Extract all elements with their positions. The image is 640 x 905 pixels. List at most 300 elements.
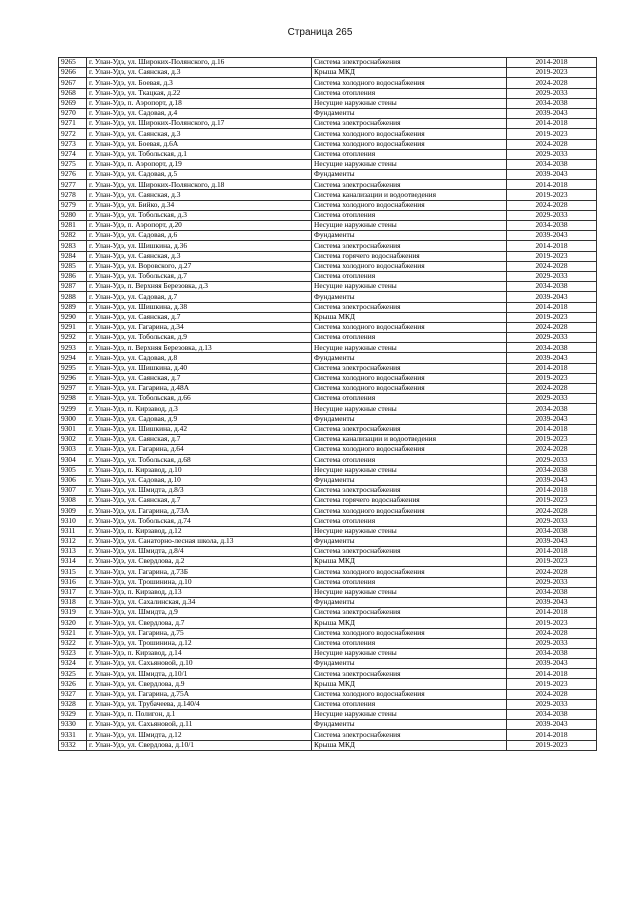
table-row <box>59 333 597 343</box>
address-cell: г. Улан-Удэ, ул. Шмидта, д.8/4 <box>87 547 312 557</box>
address-cell: г. Улан-Удэ, ул. Саянская, д.7 <box>87 496 312 506</box>
work-type-cell: Система электроснабжения <box>312 730 507 740</box>
table-row <box>59 638 597 648</box>
period-cell: 2029-2033 <box>507 210 597 220</box>
work-type-cell: Система холодного водоснабжения <box>312 129 507 139</box>
table-row <box>59 445 597 455</box>
row-number-cell: 9276 <box>59 170 87 180</box>
address-cell: г. Улан-Удэ, п. Кирзавод, д.10 <box>87 465 312 475</box>
period-cell: 2034-2038 <box>507 648 597 658</box>
period-cell: 2024-2028 <box>507 78 597 88</box>
work-type-cell: Система холодного водоснабжения <box>312 373 507 383</box>
address-cell: г. Улан-Удэ, ул. Тобольская, д.3 <box>87 210 312 220</box>
table-row <box>59 496 597 506</box>
table-row <box>59 180 597 190</box>
table-row <box>59 689 597 699</box>
address-cell: г. Улан-Удэ, ул. Саянская, д.3 <box>87 190 312 200</box>
row-number-cell: 9289 <box>59 302 87 312</box>
table-row <box>59 699 597 709</box>
table-row <box>59 261 597 271</box>
address-cell: г. Улан-Удэ, п. Кирзавод, д.14 <box>87 648 312 658</box>
address-cell: г. Улан-Удэ, ул. Шмидта, д.8/3 <box>87 485 312 495</box>
work-type-cell: Несущие наружные стены <box>312 648 507 658</box>
row-number-cell: 9306 <box>59 475 87 485</box>
row-number-cell: 9292 <box>59 333 87 343</box>
row-number-cell: 9305 <box>59 465 87 475</box>
row-number-cell: 9313 <box>59 547 87 557</box>
table-row <box>59 720 597 730</box>
work-type-cell: Система электроснабжения <box>312 547 507 557</box>
address-cell: г. Улан-Удэ, п. Аэропорт, д.20 <box>87 221 312 231</box>
row-number-cell: 9314 <box>59 557 87 567</box>
address-cell: г. Улан-Удэ, ул. Гагарина, д.75 <box>87 628 312 638</box>
address-cell: г. Улан-Удэ, ул. Тобольская, д.68 <box>87 455 312 465</box>
address-cell: г. Улан-Удэ, ул. Воровского, д.27 <box>87 261 312 271</box>
address-cell: г. Улан-Удэ, п. Аэропорт, д.18 <box>87 98 312 108</box>
work-type-cell: Система электроснабжения <box>312 180 507 190</box>
table-row <box>59 384 597 394</box>
table-row <box>59 516 597 526</box>
work-type-cell: Система канализации и водоотведения <box>312 434 507 444</box>
row-number-cell: 9309 <box>59 506 87 516</box>
address-cell: г. Улан-Удэ, ул. Трошинина, д.12 <box>87 638 312 648</box>
table-row <box>59 434 597 444</box>
period-cell: 2034-2038 <box>507 98 597 108</box>
table-row <box>59 628 597 638</box>
period-cell: 2014-2018 <box>507 180 597 190</box>
table-row <box>59 221 597 231</box>
address-cell: г. Улан-Удэ, ул. Широких-Полянского, д.18 <box>87 180 312 190</box>
address-cell: г. Улан-Удэ, ул. Тобольская, д.74 <box>87 516 312 526</box>
address-cell: г. Улан-Удэ, ул. Гагарина, д.34 <box>87 322 312 332</box>
row-number-cell: 9296 <box>59 373 87 383</box>
row-number-cell: 9265 <box>59 58 87 68</box>
work-type-cell: Фундаменты <box>312 659 507 669</box>
period-cell: 2019-2023 <box>507 618 597 628</box>
work-type-cell: Система горячего водоснабжения <box>312 496 507 506</box>
period-cell: 2029-2033 <box>507 88 597 98</box>
address-cell: г. Улан-Удэ, ул. Садовая, д.6 <box>87 231 312 241</box>
work-type-cell: Несущие наружные стены <box>312 98 507 108</box>
row-number-cell: 9320 <box>59 618 87 628</box>
work-type-cell: Система холодного водоснабжения <box>312 200 507 210</box>
period-cell: 2034-2038 <box>507 282 597 292</box>
work-type-cell: Система холодного водоснабжения <box>312 567 507 577</box>
table-row <box>59 353 597 363</box>
address-cell: г. Улан-Удэ, ул. Шишкина, д.42 <box>87 424 312 434</box>
row-number-cell: 9319 <box>59 608 87 618</box>
period-cell: 2019-2023 <box>507 190 597 200</box>
work-type-cell: Система отопления <box>312 577 507 587</box>
row-number-cell: 9302 <box>59 434 87 444</box>
period-cell: 2029-2033 <box>507 699 597 709</box>
period-cell: 2034-2038 <box>507 404 597 414</box>
work-type-cell: Система отопления <box>312 699 507 709</box>
address-cell: г. Улан-Удэ, ул. Шишкина, д.36 <box>87 241 312 251</box>
period-cell: 2019-2023 <box>507 312 597 322</box>
address-cell: г. Улан-Удэ, ул. Свердлова, д.10/1 <box>87 740 312 750</box>
period-cell: 2039-2043 <box>507 170 597 180</box>
row-number-cell: 9315 <box>59 567 87 577</box>
table-row <box>59 536 597 546</box>
table-row <box>59 68 597 78</box>
work-type-cell: Система отопления <box>312 516 507 526</box>
row-number-cell: 9287 <box>59 282 87 292</box>
row-number-cell: 9269 <box>59 98 87 108</box>
period-cell: 2034-2038 <box>507 710 597 720</box>
work-type-cell: Фундаменты <box>312 353 507 363</box>
table-row <box>59 302 597 312</box>
period-cell: 2024-2028 <box>507 322 597 332</box>
period-cell: 2014-2018 <box>507 730 597 740</box>
period-cell: 2029-2033 <box>507 577 597 587</box>
row-number-cell: 9273 <box>59 139 87 149</box>
work-type-cell: Система отопления <box>312 333 507 343</box>
work-type-cell: Система холодного водоснабжения <box>312 78 507 88</box>
work-type-cell: Система холодного водоснабжения <box>312 628 507 638</box>
work-type-cell: Система канализации и водоотведения <box>312 190 507 200</box>
work-type-cell: Несущие наружные стены <box>312 710 507 720</box>
work-type-cell: Система отопления <box>312 394 507 404</box>
period-cell: 2039-2043 <box>507 414 597 424</box>
period-cell: 2024-2028 <box>507 567 597 577</box>
row-number-cell: 9304 <box>59 455 87 465</box>
address-cell: г. Улан-Удэ, ул. Свердлова, д.7 <box>87 618 312 628</box>
work-type-cell: Система отопления <box>312 88 507 98</box>
address-cell: г. Улан-Удэ, ул. Широких-Полянского, д.16 <box>87 58 312 68</box>
registry-table <box>58 57 597 751</box>
row-number-cell: 9327 <box>59 689 87 699</box>
period-cell: 2014-2018 <box>507 302 597 312</box>
work-type-cell: Несущие наружные стены <box>312 221 507 231</box>
row-number-cell: 9298 <box>59 394 87 404</box>
table-row <box>59 455 597 465</box>
table-row <box>59 139 597 149</box>
period-cell: 2024-2028 <box>507 200 597 210</box>
address-cell: г. Улан-Удэ, ул. Саянская, д.3 <box>87 68 312 78</box>
period-cell: 2014-2018 <box>507 669 597 679</box>
table-row <box>59 679 597 689</box>
address-cell: г. Улан-Удэ, ул. Ткацкая, д.22 <box>87 88 312 98</box>
work-type-cell: Система холодного водоснабжения <box>312 445 507 455</box>
work-type-cell: Фундаменты <box>312 292 507 302</box>
row-number-cell: 9285 <box>59 261 87 271</box>
row-number-cell: 9316 <box>59 577 87 587</box>
page-title: Страница 265 <box>287 27 353 38</box>
address-cell: г. Улан-Удэ, ул. Саянская, д.7 <box>87 434 312 444</box>
work-type-cell: Система отопления <box>312 455 507 465</box>
row-number-cell: 9275 <box>59 159 87 169</box>
table-row <box>59 241 597 251</box>
table-row <box>59 200 597 210</box>
address-cell: г. Улан-Удэ, ул. Сахалинская, д.34 <box>87 597 312 607</box>
row-number-cell: 9281 <box>59 221 87 231</box>
row-number-cell: 9311 <box>59 526 87 536</box>
address-cell: г. Улан-Удэ, ул. Садовая, д.10 <box>87 475 312 485</box>
row-number-cell: 9328 <box>59 699 87 709</box>
table-row <box>59 710 597 720</box>
address-cell: г. Улан-Удэ, ул. Боевая, д.3 <box>87 78 312 88</box>
period-cell: 2029-2033 <box>507 638 597 648</box>
period-cell: 2029-2033 <box>507 149 597 159</box>
work-type-cell: Система отопления <box>312 271 507 281</box>
row-number-cell: 9308 <box>59 496 87 506</box>
work-type-cell: Несущие наружные стены <box>312 404 507 414</box>
work-type-cell: Система холодного водоснабжения <box>312 384 507 394</box>
table-row <box>59 475 597 485</box>
row-number-cell: 9272 <box>59 129 87 139</box>
address-cell: г. Улан-Удэ, п. Верхняя Березовка, д.13 <box>87 343 312 353</box>
period-cell: 2039-2043 <box>507 292 597 302</box>
row-number-cell: 9268 <box>59 88 87 98</box>
table-row <box>59 740 597 750</box>
address-cell: г. Улан-Удэ, ул. Садовая, д.4 <box>87 108 312 118</box>
work-type-cell: Система электроснабжения <box>312 608 507 618</box>
work-type-cell: Крыша МКД <box>312 312 507 322</box>
table-row <box>59 547 597 557</box>
work-type-cell: Система электроснабжения <box>312 485 507 495</box>
period-cell: 2019-2023 <box>507 373 597 383</box>
table-row <box>59 506 597 516</box>
row-number-cell: 9312 <box>59 536 87 546</box>
work-type-cell: Несущие наружные стены <box>312 587 507 597</box>
work-type-cell: Система электроснабжения <box>312 119 507 129</box>
work-type-cell: Система отопления <box>312 210 507 220</box>
row-number-cell: 9295 <box>59 363 87 373</box>
work-type-cell: Несущие наружные стены <box>312 282 507 292</box>
work-type-cell: Крыша МКД <box>312 679 507 689</box>
table-row <box>59 108 597 118</box>
address-cell: г. Улан-Удэ, ул. Шмидта, д.10/1 <box>87 669 312 679</box>
table-row <box>59 587 597 597</box>
table-row <box>59 597 597 607</box>
table-row <box>59 648 597 658</box>
row-number-cell: 9286 <box>59 271 87 281</box>
table-row <box>59 343 597 353</box>
period-cell: 2019-2023 <box>507 68 597 78</box>
work-type-cell: Система горячего водоснабжения <box>312 251 507 261</box>
work-type-cell: Система электроснабжения <box>312 669 507 679</box>
table-row <box>59 312 597 322</box>
period-cell: 2014-2018 <box>507 363 597 373</box>
row-number-cell: 9321 <box>59 628 87 638</box>
row-number-cell: 9330 <box>59 720 87 730</box>
work-type-cell: Фундаменты <box>312 720 507 730</box>
work-type-cell: Крыша МКД <box>312 68 507 78</box>
row-number-cell: 9297 <box>59 384 87 394</box>
work-type-cell: Крыша МКД <box>312 618 507 628</box>
row-number-cell: 9299 <box>59 404 87 414</box>
table-row <box>59 465 597 475</box>
row-number-cell: 9323 <box>59 648 87 658</box>
work-type-cell: Крыша МКД <box>312 557 507 567</box>
period-cell: 2014-2018 <box>507 547 597 557</box>
table-row <box>59 363 597 373</box>
address-cell: г. Улан-Удэ, ул. Садовая, д.8 <box>87 353 312 363</box>
address-cell: г. Улан-Удэ, п. Верхняя Березовка, д.3 <box>87 282 312 292</box>
table-row <box>59 251 597 261</box>
address-cell: г. Улан-Удэ, ул. Гагарина, д.73А <box>87 506 312 516</box>
work-type-cell: Фундаменты <box>312 108 507 118</box>
period-cell: 2039-2043 <box>507 475 597 485</box>
address-cell: г. Улан-Удэ, ул. Тобольская, д.66 <box>87 394 312 404</box>
work-type-cell: Фундаменты <box>312 475 507 485</box>
work-type-cell: Фундаменты <box>312 414 507 424</box>
period-cell: 2039-2043 <box>507 231 597 241</box>
work-type-cell: Система электроснабжения <box>312 363 507 373</box>
row-number-cell: 9332 <box>59 740 87 750</box>
work-type-cell: Несущие наружные стены <box>312 526 507 536</box>
row-number-cell: 9324 <box>59 659 87 669</box>
table-row <box>59 485 597 495</box>
table-row <box>59 292 597 302</box>
row-number-cell: 9279 <box>59 200 87 210</box>
table-row <box>59 669 597 679</box>
row-number-cell: 9267 <box>59 78 87 88</box>
period-cell: 2024-2028 <box>507 506 597 516</box>
period-cell: 2014-2018 <box>507 58 597 68</box>
address-cell: г. Улан-Удэ, ул. Гагарина, д.48А <box>87 384 312 394</box>
address-cell: г. Улан-Удэ, ул. Шмидта, д.9 <box>87 608 312 618</box>
work-type-cell: Фундаменты <box>312 231 507 241</box>
period-cell: 2019-2023 <box>507 129 597 139</box>
row-number-cell: 9270 <box>59 108 87 118</box>
work-type-cell: Фундаменты <box>312 536 507 546</box>
address-cell: г. Улан-Удэ, ул. Бийко, д.34 <box>87 200 312 210</box>
work-type-cell: Система электроснабжения <box>312 424 507 434</box>
row-number-cell: 9303 <box>59 445 87 455</box>
work-type-cell: Система холодного водоснабжения <box>312 261 507 271</box>
address-cell: г. Улан-Удэ, ул. Сахьяновой, д.11 <box>87 720 312 730</box>
period-cell: 2029-2033 <box>507 271 597 281</box>
row-number-cell: 9271 <box>59 119 87 129</box>
address-cell: г. Улан-Удэ, ул. Гагарина, д.73Б <box>87 567 312 577</box>
row-number-cell: 9278 <box>59 190 87 200</box>
address-cell: г. Улан-Удэ, ул. Тобольская, д.1 <box>87 149 312 159</box>
period-cell: 2024-2028 <box>507 261 597 271</box>
period-cell: 2019-2023 <box>507 251 597 261</box>
address-cell: г. Улан-Удэ, ул. Саянская, д.7 <box>87 373 312 383</box>
period-cell: 2029-2033 <box>507 333 597 343</box>
period-cell: 2034-2038 <box>507 465 597 475</box>
address-cell: г. Улан-Удэ, ул. Садовая, д.7 <box>87 292 312 302</box>
period-cell: 2019-2023 <box>507 557 597 567</box>
work-type-cell: Система электроснабжения <box>312 302 507 312</box>
work-type-cell: Несущие наружные стены <box>312 465 507 475</box>
table-row <box>59 58 597 68</box>
table-row <box>59 159 597 169</box>
period-cell: 2014-2018 <box>507 608 597 618</box>
table-row <box>59 526 597 536</box>
row-number-cell: 9288 <box>59 292 87 302</box>
period-cell: 2024-2028 <box>507 384 597 394</box>
row-number-cell: 9326 <box>59 679 87 689</box>
address-cell: г. Улан-Удэ, ул. Гагарина, д.75А <box>87 689 312 699</box>
address-cell: г. Улан-Удэ, ул. Шишкина, д.40 <box>87 363 312 373</box>
row-number-cell: 9284 <box>59 251 87 261</box>
work-type-cell: Фундаменты <box>312 170 507 180</box>
address-cell: г. Улан-Удэ, ул. Саянская, д.3 <box>87 251 312 261</box>
period-cell: 2039-2043 <box>507 659 597 669</box>
address-cell: г. Улан-Удэ, ул. Тобольская, д.9 <box>87 333 312 343</box>
table-row <box>59 119 597 129</box>
address-cell: г. Улан-Удэ, ул. Боевая, д.6А <box>87 139 312 149</box>
address-cell: г. Улан-Удэ, ул. Трубачеева, д.140/4 <box>87 699 312 709</box>
table-row <box>59 88 597 98</box>
address-cell: г. Улан-Удэ, ул. Широких-Полянского, д.17 <box>87 119 312 129</box>
row-number-cell: 9293 <box>59 343 87 353</box>
address-cell: г. Улан-Удэ, п. Кирзавод, д.13 <box>87 587 312 597</box>
table-row <box>59 424 597 434</box>
work-type-cell: Система электроснабжения <box>312 241 507 251</box>
address-cell: г. Улан-Удэ, ул. Гагарина, д.64 <box>87 445 312 455</box>
row-number-cell: 9266 <box>59 68 87 78</box>
work-type-cell: Система холодного водоснабжения <box>312 322 507 332</box>
table-row <box>59 129 597 139</box>
row-number-cell: 9331 <box>59 730 87 740</box>
row-number-cell: 9329 <box>59 710 87 720</box>
row-number-cell: 9318 <box>59 597 87 607</box>
period-cell: 2014-2018 <box>507 241 597 251</box>
period-cell: 2029-2033 <box>507 394 597 404</box>
row-number-cell: 9277 <box>59 180 87 190</box>
table-row <box>59 557 597 567</box>
work-type-cell: Система отопления <box>312 149 507 159</box>
table-row <box>59 414 597 424</box>
table-row <box>59 231 597 241</box>
period-cell: 2034-2038 <box>507 221 597 231</box>
address-cell: г. Улан-Удэ, ул. Шишкина, д.38 <box>87 302 312 312</box>
table-row <box>59 98 597 108</box>
row-number-cell: 9317 <box>59 587 87 597</box>
address-cell: г. Улан-Удэ, п. Кирзавод, д.3 <box>87 404 312 414</box>
address-cell: г. Улан-Удэ, ул. Тобольская, д.7 <box>87 271 312 281</box>
work-type-cell: Система холодного водоснабжения <box>312 139 507 149</box>
table-row <box>59 149 597 159</box>
address-cell: г. Улан-Удэ, ул. Саянская, д.3 <box>87 129 312 139</box>
table-row <box>59 567 597 577</box>
period-cell: 2029-2033 <box>507 455 597 465</box>
table-row <box>59 271 597 281</box>
address-cell: г. Улан-Удэ, ул. Саянская, д.7 <box>87 312 312 322</box>
row-number-cell: 9307 <box>59 485 87 495</box>
period-cell: 2034-2038 <box>507 526 597 536</box>
table-row <box>59 78 597 88</box>
row-number-cell: 9310 <box>59 516 87 526</box>
period-cell: 2029-2033 <box>507 516 597 526</box>
address-cell: г. Улан-Удэ, п. Полигон, д.1 <box>87 710 312 720</box>
address-cell: г. Улан-Удэ, п. Кирзавод, д.12 <box>87 526 312 536</box>
table-row <box>59 730 597 740</box>
period-cell: 2039-2043 <box>507 597 597 607</box>
table-row <box>59 170 597 180</box>
table-row <box>59 608 597 618</box>
work-type-cell: Крыша МКД <box>312 740 507 750</box>
period-cell: 2019-2023 <box>507 740 597 750</box>
period-cell: 2039-2043 <box>507 720 597 730</box>
table-row <box>59 577 597 587</box>
row-number-cell: 9300 <box>59 414 87 424</box>
work-type-cell: Несущие наружные стены <box>312 343 507 353</box>
work-type-cell: Система отопления <box>312 638 507 648</box>
row-number-cell: 9322 <box>59 638 87 648</box>
row-number-cell: 9290 <box>59 312 87 322</box>
period-cell: 2014-2018 <box>507 485 597 495</box>
address-cell: г. Улан-Удэ, ул. Садовая, д.5 <box>87 170 312 180</box>
table-row <box>59 404 597 414</box>
work-type-cell: Система электроснабжения <box>312 58 507 68</box>
work-type-cell: Фундаменты <box>312 597 507 607</box>
